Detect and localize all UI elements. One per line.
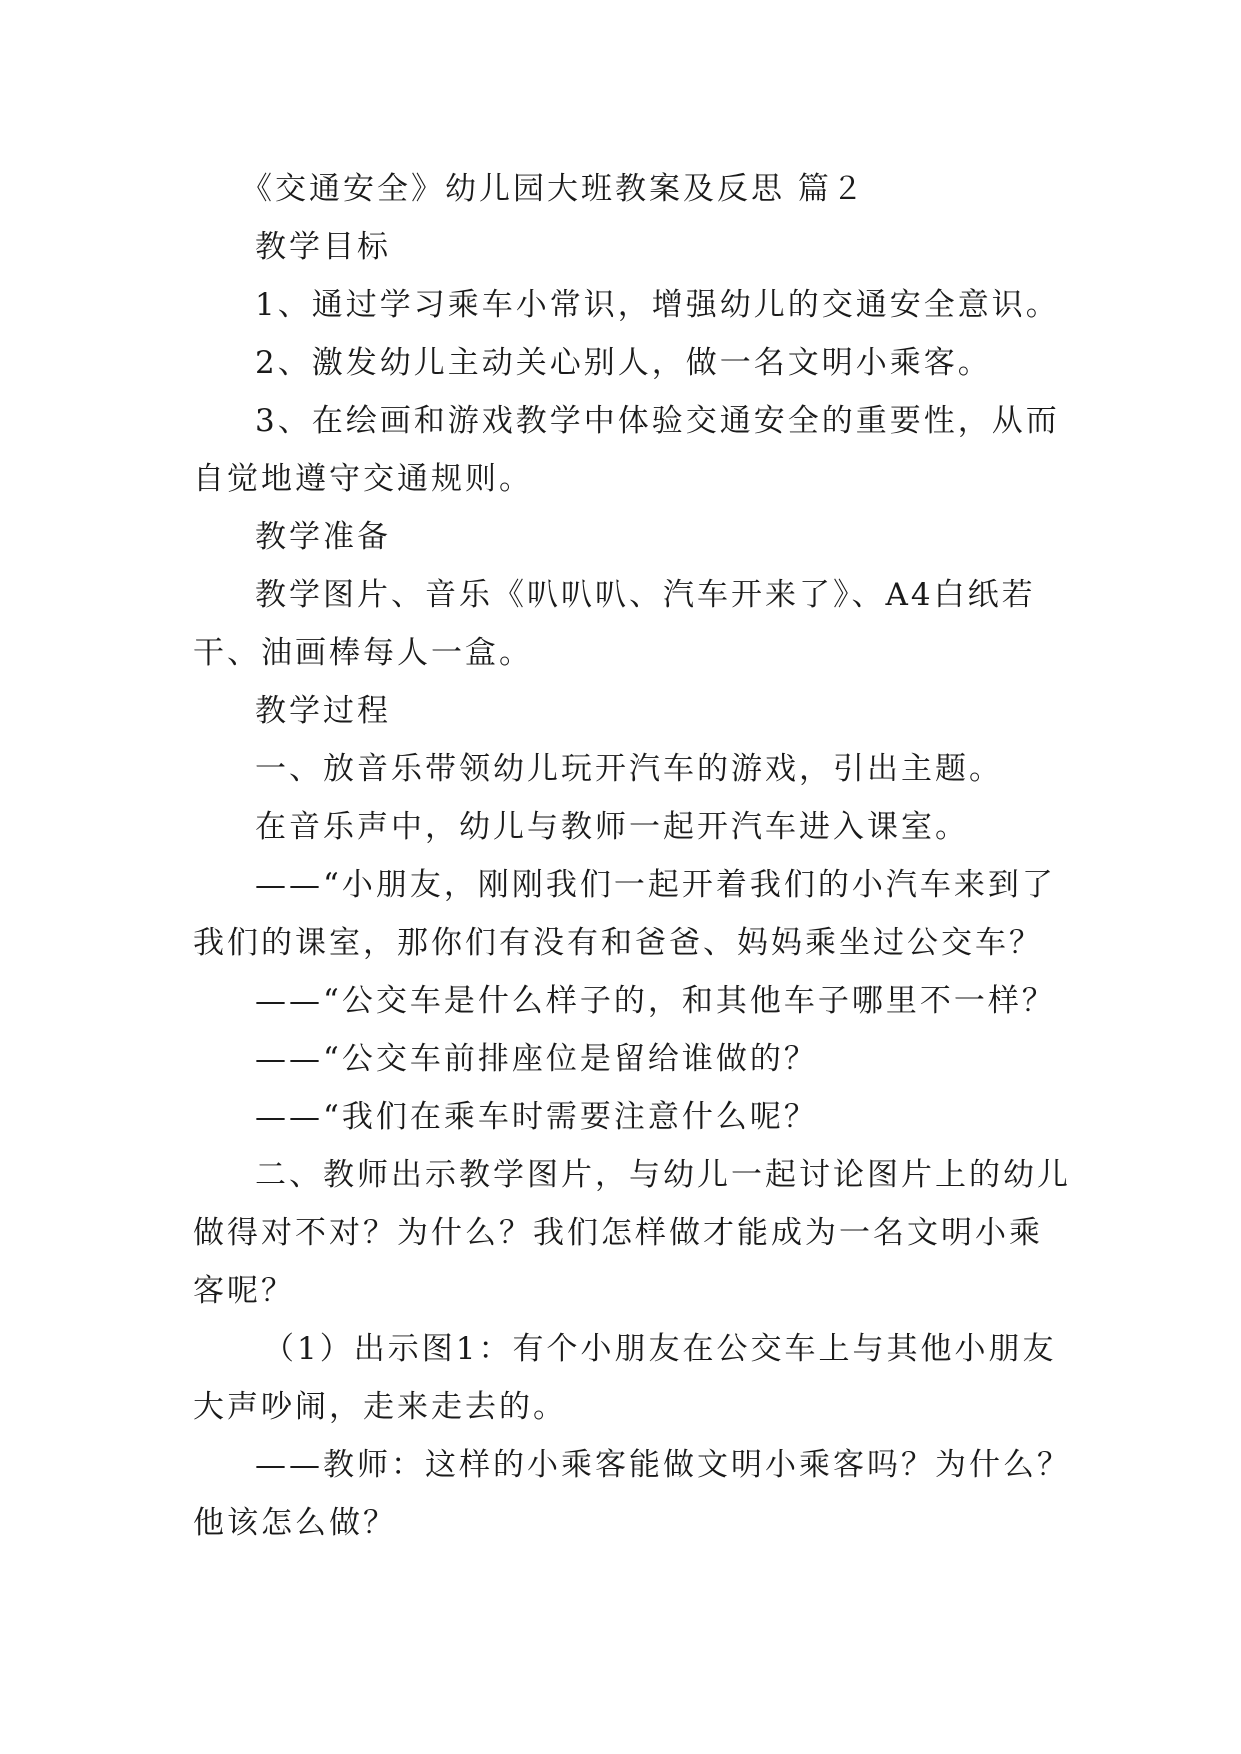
process-substep-1: （1）出示图1：有个小朋友在公交车上与其他小朋友大声吵闹，走来走去的。 — [193, 1331, 1057, 1425]
dialogue-line: ——教师：这样的小乘客能做文明小乘客吗？为什么？他该怎么做？ — [193, 1447, 1071, 1541]
dialogue-line: ——“小朋友，刚刚我们一起开着我们的小汽车来到了我们的课室，那你们有没有和爸爸、妈妈乘坐过公交车？ — [193, 867, 1056, 961]
section-heading-preparation: 教学准备 — [255, 519, 391, 555]
process-step-2: 二、教师出示教学图片，与幼儿一起讨论图片上的幼儿做得对不对？为什么？我们怎样做才能成为一名文明小乘客呢？ — [193, 1157, 1071, 1309]
objective-3: 3、在绘画和游戏教学中体验交通安全的重要性，从而自觉地遵守交通规则。 — [193, 403, 1060, 497]
document-title: 《交通安全》幼儿园大班教案及反思 篇２ — [241, 171, 866, 207]
objective-1: 1、通过学习乘车小常识，增强幼儿的交通安全意识。 — [255, 287, 1060, 323]
preparation-text: 教学图片、音乐《叭叭叭、汽车开来了》、A4白纸若干、油画棒每人一盒。 — [193, 577, 1036, 671]
section-heading-process: 教学过程 — [255, 693, 391, 729]
dialogue-line: ——“公交车是什么样子的，和其他车子哪里不一样？ — [255, 983, 1056, 1019]
dialogue-line: ——“公交车前排座位是留给谁做的？ — [255, 1041, 818, 1077]
document-body — [193, 160, 1073, 1552]
section-heading-objectives: 教学目标 — [255, 229, 391, 265]
dialogue-line: ——“我们在乘车时需要注意什么呢？ — [255, 1099, 818, 1135]
objective-2: 2、激发幼儿主动关心别人，做一名文明小乘客。 — [255, 345, 992, 381]
process-paragraph: 在音乐声中，幼儿与教师一起开汽车进入课室。 — [255, 809, 969, 845]
process-step-1: 一、放音乐带领幼儿玩开汽车的游戏，引出主题。 — [255, 751, 1003, 787]
